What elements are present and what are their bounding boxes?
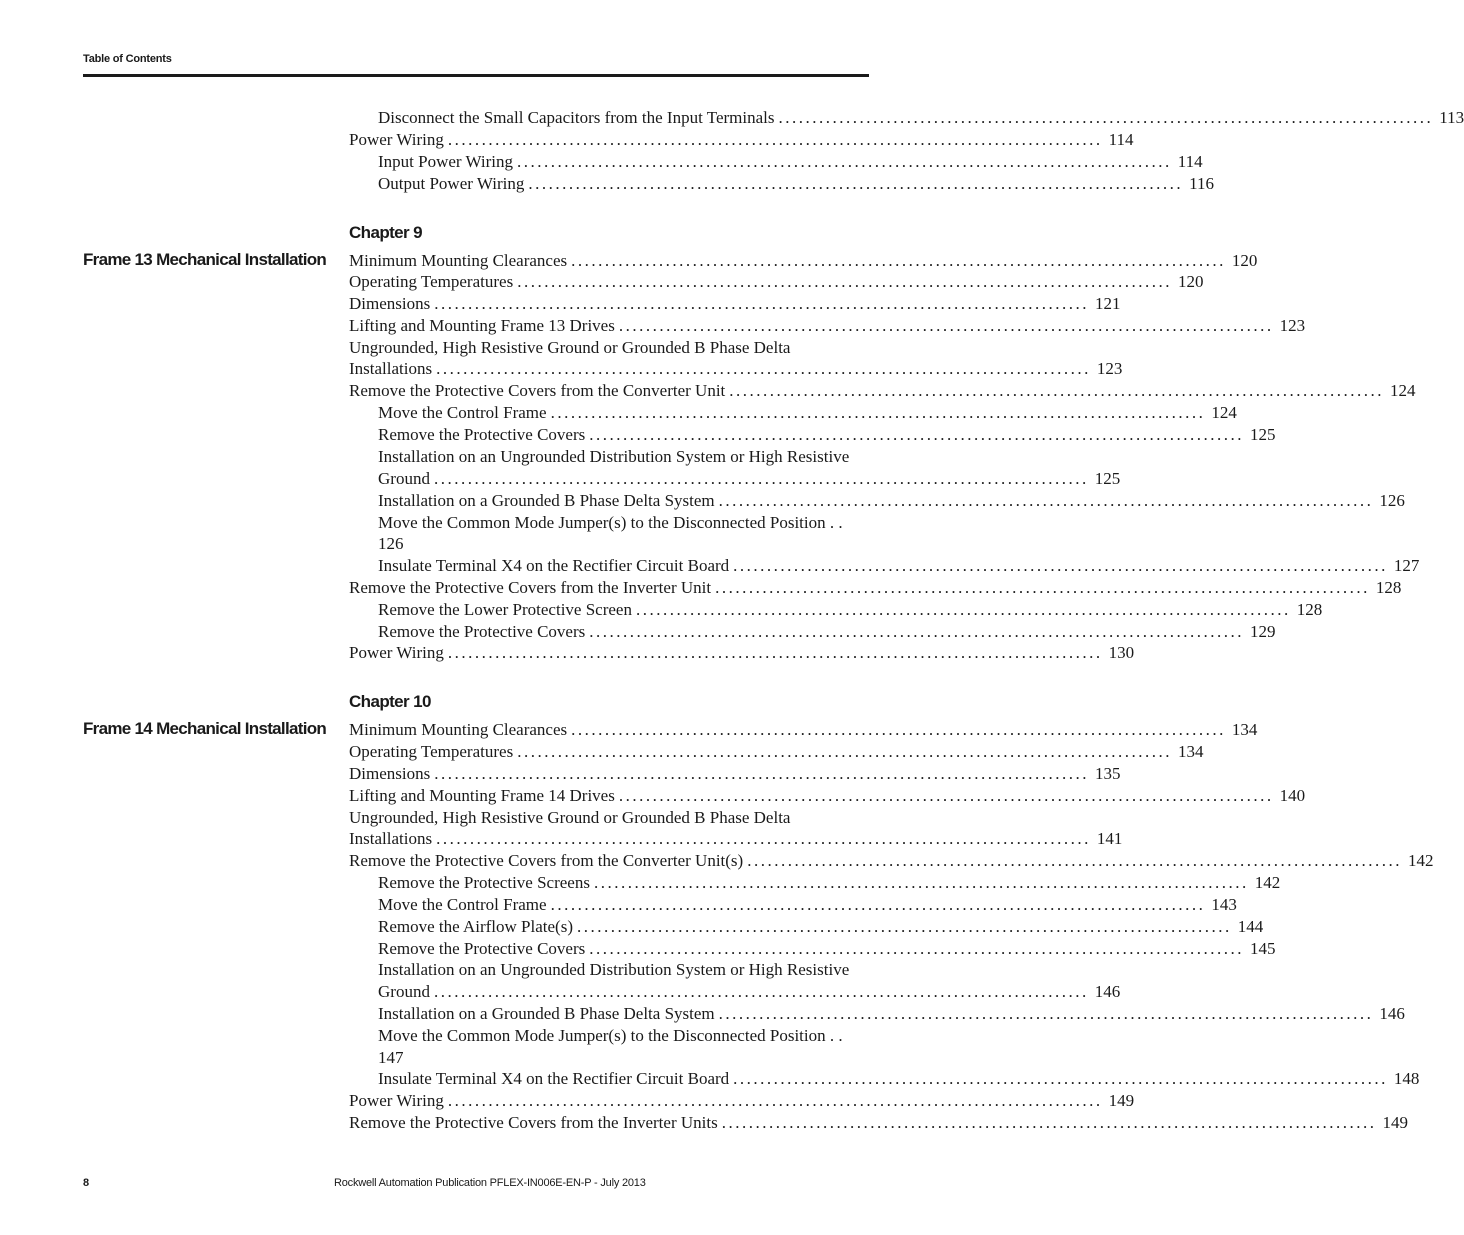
leader-dots: ................................................................................................. (589, 425, 1245, 444)
leader-dots: ................................................................................................. (593, 873, 1249, 892)
leader-dots: ................................................................................................. (517, 152, 1172, 171)
toc-entry[interactable]: Installation on a Grounded B Phase Delta System ................................................................................................. 126 (378, 491, 1405, 510)
leader-dots: ................................................................................................. (618, 316, 1274, 335)
toc-entry-page: 147 (378, 1048, 404, 1067)
toc-entry[interactable]: Remove the Protective Covers ................................................................................................. 129 (378, 622, 1276, 641)
toc-entry[interactable]: Remove the Protective Covers from the Inverter Units ................................................................................................. 149 (349, 1113, 1408, 1132)
leader-dots: ................................................................................................. (718, 491, 1374, 510)
toc-entry[interactable]: Remove the Airflow Plate(s) ................................................................................................. 144 (378, 917, 1264, 936)
toc-entry[interactable]: Remove the Protective Covers ................................................................................................. 145 (378, 939, 1276, 958)
leader-dots: ................................................................................................. (721, 1113, 1377, 1132)
toc-entry[interactable]: Power Wiring ................................................................................................. 130 (349, 643, 1135, 662)
leader-dots: ................................................................................................. (434, 764, 1089, 783)
leader-dots: ................................................................................................. (733, 1069, 1388, 1088)
running-header: Table of Contents (83, 53, 172, 65)
header-rule (83, 74, 869, 77)
chapter-label: Chapter 9 (349, 223, 423, 242)
leader-dots: ................................................................................................. (550, 403, 1206, 422)
leader-dots: ................................................................................................. (733, 556, 1388, 575)
footer-publication: Rockwell Automation Publication PFLEX-IN006E-EN-P - July 2013 (334, 1177, 646, 1189)
toc-entry[interactable]: Remove the Protective Screens ................................................................................................. 142 (378, 873, 1281, 892)
toc-entry[interactable]: Ground ................................................................................................. 146 (378, 982, 1121, 1001)
toc-entry[interactable]: Dimensions ................................................................................................. 121 (349, 294, 1121, 313)
leader-dots: ................................................................................................. (550, 895, 1206, 914)
toc-entry[interactable]: Remove the Protective Covers from the Converter Unit(s) ................................................................................................. 142 (349, 851, 1434, 870)
toc-entry-line1[interactable]: Move the Common Mode Jumper(s) to the Disconnected Position . . (378, 1026, 843, 1045)
leader-dots: ................................................................................................. (571, 720, 1226, 739)
toc-entry-line1[interactable]: Move the Common Mode Jumper(s) to the Disconnected Position . . (378, 513, 843, 532)
chapter-title[interactable]: Frame 14 Mechanical Installation (83, 719, 327, 738)
toc-entry-page: 126 (378, 534, 404, 553)
toc-entry[interactable]: Input Power Wiring ................................................................................................. 114 (378, 152, 1203, 171)
leader-dots: ................................................................................................. (517, 272, 1172, 291)
leader-dots: ................................................................................................. (747, 851, 1402, 870)
toc-entry[interactable]: Remove the Lower Protective Screen ................................................................................................. 128 (378, 600, 1323, 619)
leader-dots: ................................................................................................. (577, 917, 1232, 936)
toc-entry[interactable]: Move the Control Frame ................................................................................................. 124 (378, 403, 1237, 422)
leader-dots: ................................................................................................. (447, 643, 1103, 662)
leader-dots: ................................................................................................. (436, 359, 1091, 378)
toc-entry[interactable]: Installations ................................................................................................. 123 (349, 359, 1123, 378)
toc-entry[interactable]: Lifting and Mounting Frame 13 Drives ................................................................................................. 123 (349, 316, 1306, 335)
leader-dots: ................................................................................................. (729, 381, 1385, 400)
leader-dots: ................................................................................................. (778, 108, 1434, 127)
leader-dots: ................................................................................................. (447, 130, 1103, 149)
toc-entry[interactable]: Installations ................................................................................................. 141 (349, 829, 1123, 848)
leader-dots: ................................................................................................. (433, 469, 1089, 488)
leader-dots: ................................................................................................. (635, 600, 1291, 619)
leader-dots: ................................................................................................. (589, 939, 1245, 958)
toc-entry[interactable]: Power Wiring ................................................................................................. 149 (349, 1091, 1135, 1110)
toc-entry-line1[interactable]: Ungrounded, High Resistive Ground or Grounded B Phase Delta (349, 808, 791, 827)
toc-entry[interactable]: Insulate Terminal X4 on the Rectifier Circuit Board ................................................................................................. 127 (378, 556, 1420, 575)
toc-entry-line1[interactable]: Ungrounded, High Resistive Ground or Grounded B Phase Delta (349, 338, 791, 357)
chapter-title[interactable]: Frame 13 Mechanical Installation (83, 250, 327, 269)
leader-dots: ................................................................................................. (434, 294, 1089, 313)
leader-dots: ................................................................................................. (715, 578, 1370, 597)
toc-entry[interactable]: Minimum Mounting Clearances ................................................................................................. 120 (349, 251, 1258, 270)
toc-entry[interactable]: Operating Temperatures ................................................................................................. 134 (349, 742, 1204, 761)
leader-dots: ................................................................................................. (436, 829, 1091, 848)
leader-dots: ................................................................................................. (718, 1004, 1374, 1023)
toc-entry[interactable]: Minimum Mounting Clearances ................................................................................................. 134 (349, 720, 1258, 739)
toc-entry[interactable]: Installation on a Grounded B Phase Delta System ................................................................................................. 146 (378, 1004, 1405, 1023)
toc-entry[interactable]: Dimensions ................................................................................................. 135 (349, 764, 1121, 783)
toc-entry[interactable]: Output Power Wiring ................................................................................................. 116 (378, 174, 1214, 193)
leader-dots: ................................................................................................. (433, 982, 1089, 1001)
toc-entry[interactable]: Power Wiring ................................................................................................. 114 (349, 130, 1134, 149)
toc-entry[interactable]: Ground ................................................................................................. 125 (378, 469, 1121, 488)
toc-entry[interactable]: Move the Control Frame ................................................................................................. 143 (378, 895, 1237, 914)
toc-entry[interactable]: Remove the Protective Covers from the Converter Unit ................................................................................................. 124 (349, 381, 1416, 400)
leader-dots: ................................................................................................. (618, 786, 1274, 805)
leader-dots: ................................................................................................. (447, 1091, 1103, 1110)
toc-entry-line1[interactable]: Installation on an Ungrounded Distribution System or High Resistive (378, 447, 850, 466)
toc-entry-line1[interactable]: Installation on an Ungrounded Distribution System or High Resistive (378, 960, 850, 979)
leader-dots: ................................................................................................. (589, 622, 1245, 641)
chapter-label: Chapter 10 (349, 692, 431, 711)
toc-entry[interactable]: Operating Temperatures ................................................................................................. 120 (349, 272, 1204, 291)
toc-entry[interactable]: Disconnect the Small Capacitors from the Input Terminals ................................................................................................. 113 (378, 108, 1464, 127)
footer-page-number: 8 (83, 1177, 90, 1189)
toc-entry[interactable]: Lifting and Mounting Frame 14 Drives ................................................................................................. 140 (349, 786, 1306, 805)
leader-dots: ................................................................................................. (517, 742, 1172, 761)
toc-entry[interactable]: Insulate Terminal X4 on the Rectifier Circuit Board ................................................................................................. 148 (378, 1069, 1420, 1088)
leader-dots: ................................................................................................. (571, 251, 1226, 270)
leader-dots: ................................................................................................. (528, 174, 1184, 193)
toc-entry[interactable]: Remove the Protective Covers from the Inverter Unit ................................................................................................. 128 (349, 578, 1402, 597)
toc-entry[interactable]: Remove the Protective Covers ................................................................................................. 125 (378, 425, 1276, 444)
